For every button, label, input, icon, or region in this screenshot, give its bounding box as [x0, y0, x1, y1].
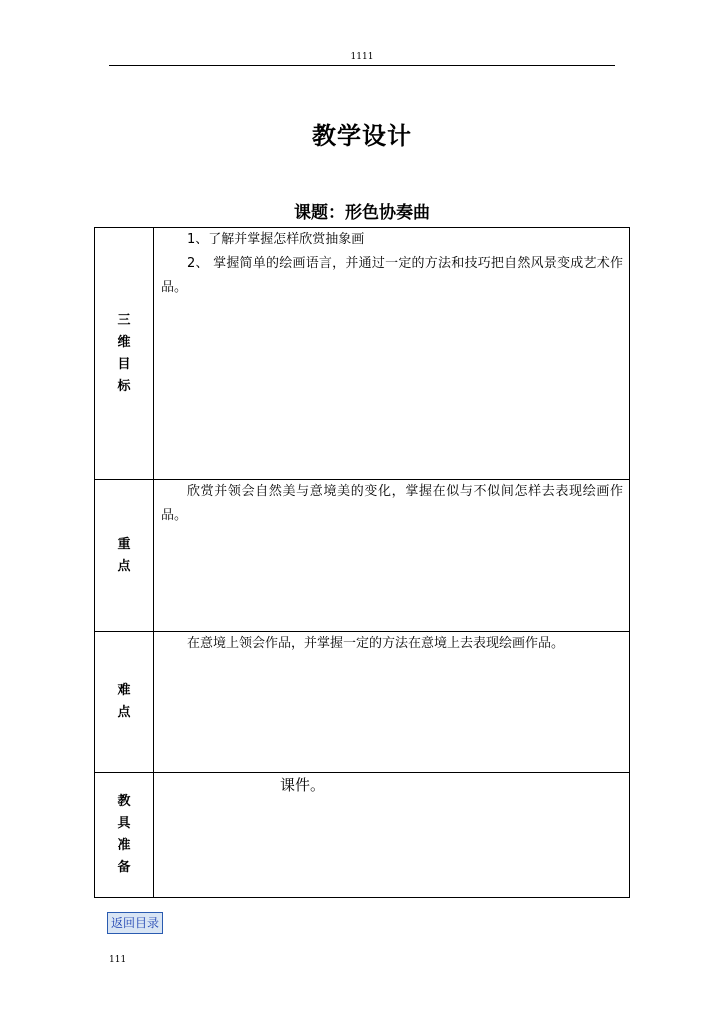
lesson-plan-table: [94, 227, 630, 898]
objective-item-2: 2、 掌握简单的绘画语言，并通过一定的方法和技巧把自然风景变成艺术作品。: [161, 256, 623, 295]
back-to-contents-link[interactable]: 返回目录: [107, 912, 163, 934]
objective-item-1: 1、了解并掌握怎样欣赏抽象画: [187, 232, 365, 247]
lesson-title: 课题：形色协奏曲: [294, 203, 430, 223]
row-label-key-points: 重点: [117, 536, 131, 574]
key-points-text: 欣赏并领会自然美与意境美的变化，掌握在似与不似间怎样去表现绘画作品。: [161, 484, 623, 523]
row-content-cell: [154, 773, 630, 898]
page-footer-text: 111: [109, 955, 127, 965]
row-label-cell: [95, 480, 154, 632]
difficulties-text: 在意境上领会作品，并掌握一定的方法在意境上去表现绘画作品。: [187, 636, 565, 651]
table-row-objectives: [95, 228, 630, 480]
row-label-objectives: 三维目标: [117, 312, 131, 394]
row-content-cell: [154, 632, 630, 773]
row-label-cell: [95, 632, 154, 773]
row-label-cell: [95, 228, 154, 480]
teaching-aids-text: 课件。: [280, 776, 326, 794]
row-content-cell: [154, 228, 630, 480]
page-header-text: 1111: [350, 52, 374, 62]
table-row-teaching-aids: [95, 773, 630, 898]
table-row-key-points: [95, 480, 630, 632]
row-label-cell: [95, 773, 154, 898]
document-title: 教学设计: [312, 122, 412, 150]
header-rule: [109, 65, 615, 66]
row-label-teaching-aids: 教具准备: [117, 794, 131, 875]
row-content-cell: [154, 480, 630, 632]
row-label-difficulties: 难点: [117, 683, 131, 720]
table-row-difficulties: [95, 632, 630, 773]
